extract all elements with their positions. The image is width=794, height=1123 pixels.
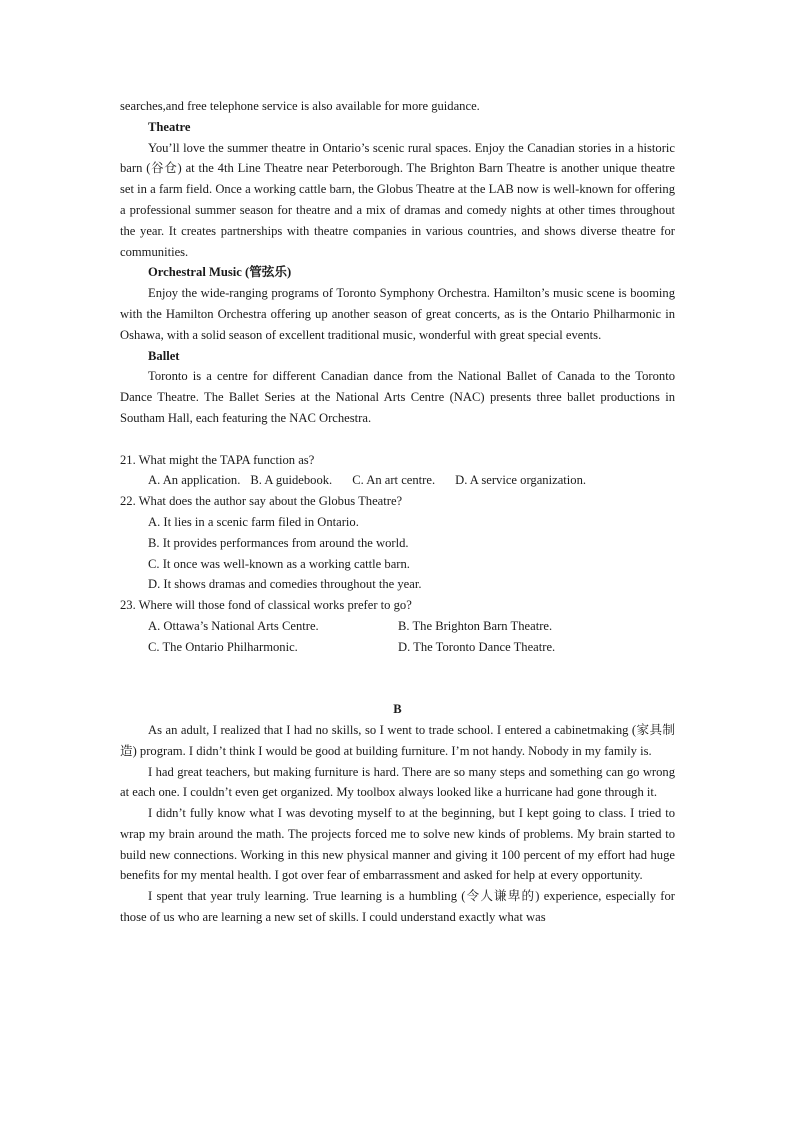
section-b-paragraph-3: I didn’t fully know what I was devoting myself to at the beginning, but I kept going to class. I tried to wrap my brain around the math. The projects forced me to solve new kinds of problems. My brain started to build new connections. Working in this new physical manner and giving it 100 percent of my effort had huge benefits for my mental health. I got over fear of embarrassment and asked for help at every opportunity. (120, 806, 675, 883)
theatre-heading: Theatre (148, 119, 191, 134)
question-21-option-c: C. An art centre. (352, 473, 436, 488)
ballet-heading: Ballet (148, 348, 180, 363)
orchestral-heading: Orchestral Music (管弦乐) (148, 265, 292, 280)
question-21-option-a: A. An application. (148, 473, 241, 488)
question-23-option-b: B. The Brighton Barn Theatre. (398, 618, 553, 633)
section-b-paragraph-1: As an adult, I realized that I had no skills, so I went to trade school. I entered a cabinetmaking (家具制造) program. I didn’t think I would be good at building furniture. I’m not handy. Nobody in my family is. (120, 722, 675, 758)
question-23-option-a: A. Ottawa’s National Arts Centre. (148, 618, 319, 633)
question-22-stem: 22. What does the author say about the Globus Theatre? (120, 494, 403, 509)
question-23-option-c: C. The Ontario Philharmonic. (148, 639, 298, 654)
question-22-option-c: C. It once was well-known as a working cattle barn. (148, 556, 410, 571)
question-22-option-b: B. It provides performances from around the world. (148, 535, 409, 550)
spacer (120, 658, 675, 700)
document-page (120, 96, 675, 928)
question-21-option-d: D. A service organization. (455, 473, 587, 488)
question-23-options-row-2 (120, 637, 675, 658)
question-23-option-d: D. The Toronto Dance Theatre. (398, 639, 556, 654)
spacer (120, 429, 675, 450)
question-23-stem: 23. Where will those fond of classical works prefer to go? (120, 598, 412, 613)
intro-tail-text: searches,and free telephone service is also available for more guidance. (120, 99, 480, 113)
theatre-paragraph: You’ll love the summer theatre in Ontario’s scenic rural spaces. Enjoy the Canadian stories in a historic barn (谷仓) at the 4th Line Theatre near Peterborough. The Brighton Barn Theatre is another unique theatre set in a farm field. Once a working cattle barn, the Globus Theatre at the LAB now is well-known for offering a professional summer season for theatre and a mix of dramas and comedy nights at other times throughout the year. It creates partnerships with theatre companies in various countries, and shows diverse theatre for communities. (120, 140, 675, 259)
ballet-paragraph: Toronto is a centre for different Canadian dance from the National Ballet of Canada to the Toronto Dance Theatre. The Ballet Series at the National Arts Centre (NAC) presents three ballet productions in Southam Hall, each featuring the NAC Orchestra. (120, 369, 675, 425)
question-23-options-row-1 (120, 616, 675, 637)
question-22-option-d: D. It shows dramas and comedies throughout the year. (148, 577, 422, 592)
section-b-paragraph-4: I spent that year truly learning. True learning is a humbling (令人谦卑的) experience, especially for those of us who are learning a new set of skills. I could understand exactly what was (120, 889, 675, 925)
question-21-option-b: B. A guidebook. (250, 473, 333, 488)
orchestral-paragraph: Enjoy the wide-ranging programs of Toronto Symphony Orchestra. Hamilton’s music scene is booming with the Hamilton Orchestra offering up another season of great concerts, as is the Ontario Philharmonic in Oshawa, with a solid season of excellent traditional music, wonderful with great special events. (120, 286, 675, 342)
question-21-options (120, 470, 675, 491)
question-22-option-a: A. It lies in a scenic farm filed in Ontario. (148, 514, 359, 529)
section-b-label: B (393, 702, 402, 717)
question-21-stem: 21. What might the TAPA function as? (120, 452, 315, 467)
section-b-paragraph-2: I had great teachers, but making furniture is hard. There are so many steps and something can go wrong at each one. I couldn’t even get organized. My toolbox always looked like a hurricane had gone through it. (120, 764, 675, 800)
